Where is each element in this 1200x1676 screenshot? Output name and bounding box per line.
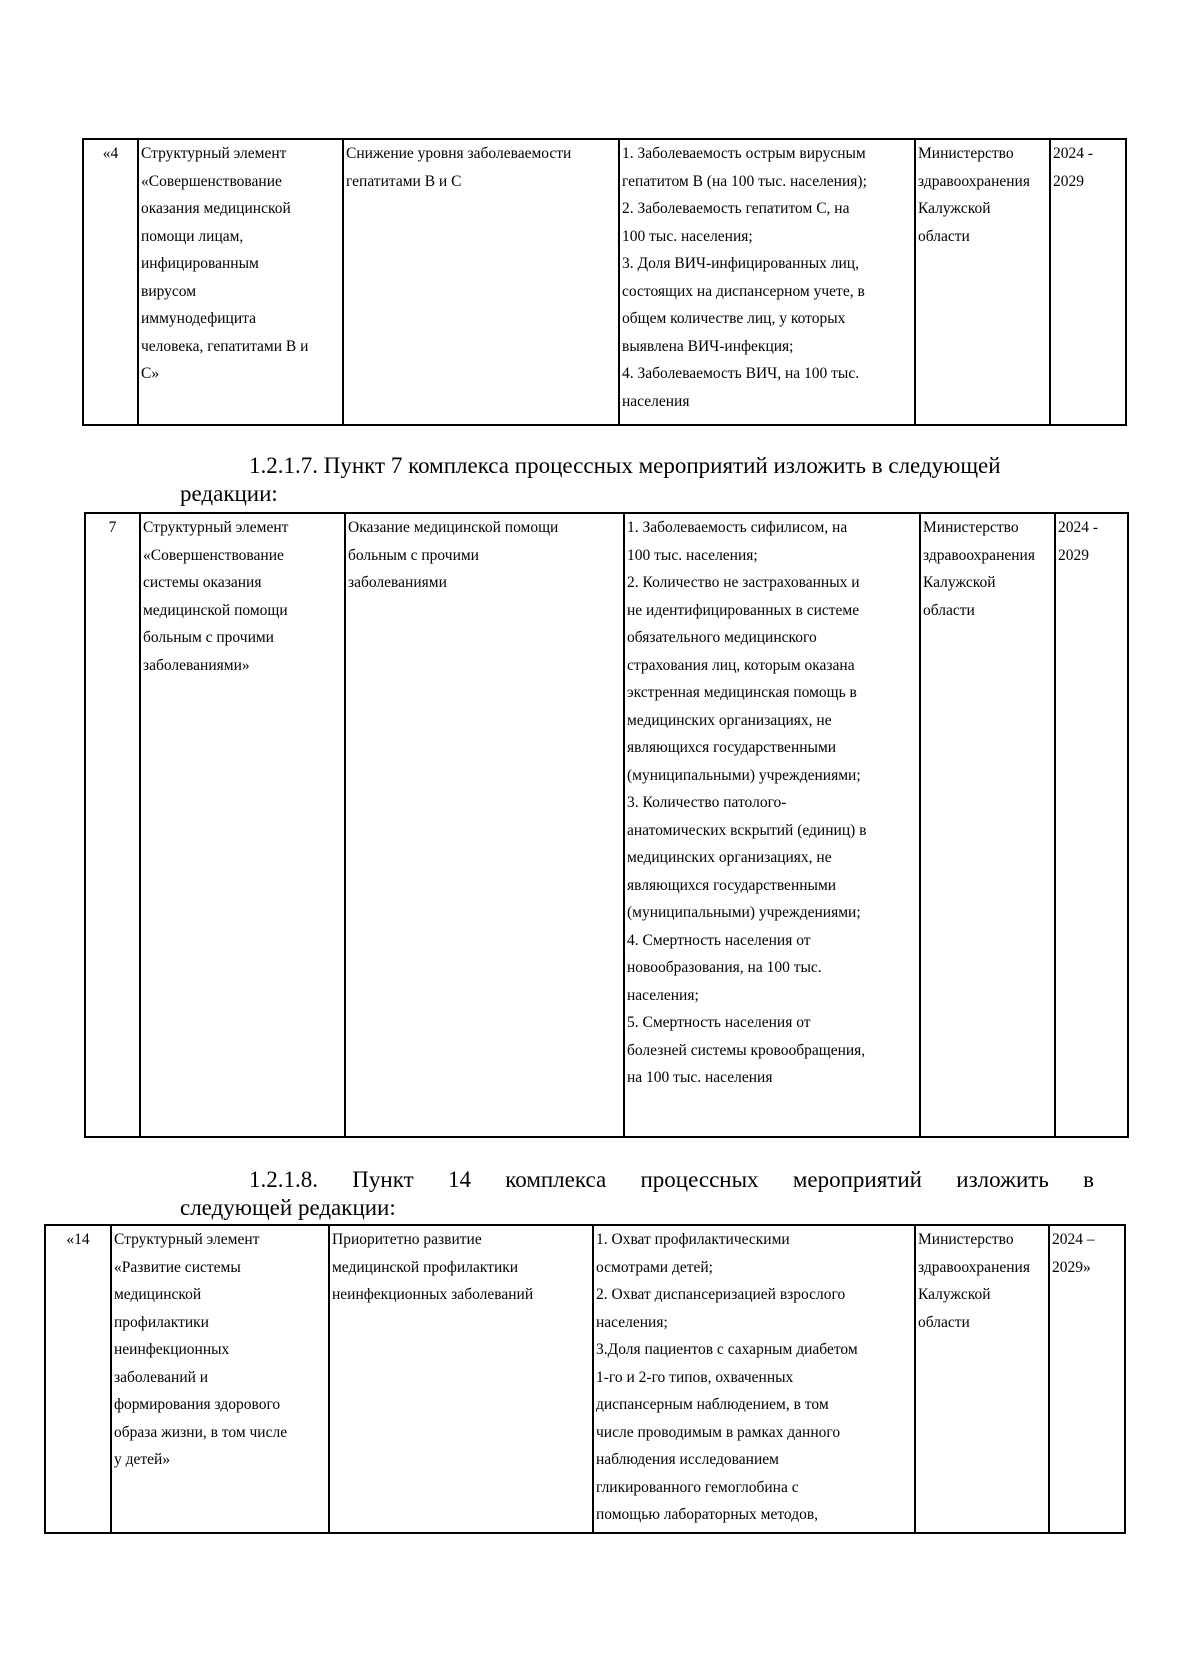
structural-element-cell: Структурный элемент «Совершенствование оказания медицинской помощи лицам, инфицированным вирусом иммунодефицита человека, гепатитами В и С» bbox=[138, 139, 343, 425]
table-row bbox=[83, 139, 1126, 425]
period-cell: 2024 – 2029» bbox=[1049, 1225, 1125, 1533]
structural-element-cell: Структурный элемент «Совершенствование системы оказания медицинской помощи больным с прочими заболеваниями» bbox=[140, 513, 345, 1137]
task-cell: Приоритетно развитие медицинской профилактики неинфекционных заболеваний bbox=[329, 1225, 593, 1533]
row-number: «14 bbox=[45, 1225, 111, 1533]
period-cell: 2024 - 2029 bbox=[1055, 513, 1128, 1137]
table-row bbox=[85, 513, 1128, 1137]
task-cell: Оказание медицинской помощи больным с прочими заболеваниями bbox=[345, 513, 624, 1137]
table-item-4 bbox=[82, 138, 1127, 426]
indicators-cell: 1. Охват профилактическими осмотрами детей; 2. Охват диспансеризацией взрослого населения; 3.Доля пациентов с сахарным диабетом 1-го и 2-го типов, охваченных диспансерным наблюдением, в том числе проводимым в рамках данного наблюдения исследованием гликированного гемоглобина с помощью лабораторных методов, bbox=[593, 1225, 915, 1533]
paragraph-1-2-1-8 bbox=[84, 1166, 1094, 1222]
responsible-cell: Министерство здравоохранения Калужской области bbox=[920, 513, 1055, 1137]
paragraph-line: следующей редакции: bbox=[180, 1195, 396, 1220]
responsible-cell: Министерство здравоохранения Калужской области bbox=[915, 1225, 1049, 1533]
table-row bbox=[45, 1225, 1125, 1533]
table-item-7 bbox=[84, 512, 1129, 1138]
paragraph-line: 1.2.1.8. Пункт 14 комплекса процессных мероприятий изложить в bbox=[249, 1167, 1094, 1192]
responsible-cell: Министерство здравоохранения Калужской области bbox=[915, 139, 1050, 425]
paragraph-1-2-1-7 bbox=[84, 452, 1094, 508]
task-cell: Снижение уровня заболеваемости гепатитами В и С bbox=[343, 139, 619, 425]
structural-element-cell: Структурный элемент «Развитие системы медицинской профилактики неинфекционных заболеваний и формирования здорового образа жизни, в том числе у детей» bbox=[111, 1225, 329, 1533]
indicators-cell: 1. Заболеваемость острым вирусным гепатитом В (на 100 тыс. населения); 2. Заболеваемость гепатитом С, на 100 тыс. населения; 3. Доля ВИЧ-инфицированных лиц, состоящих на диспансерном учете, в общем количестве лиц, у которых выявлена ВИЧ-инфекция; 4. Заболеваемость ВИЧ, на 100 тыс. населения bbox=[619, 139, 915, 425]
period-cell: 2024 - 2029 bbox=[1050, 139, 1126, 425]
paragraph-line: редакции: bbox=[180, 481, 278, 506]
row-number: «4 bbox=[83, 139, 138, 425]
paragraph-line: 1.2.1.7. Пункт 7 комплекса процессных мероприятий изложить в следующей bbox=[249, 453, 1001, 478]
indicators-cell: 1. Заболеваемость сифилисом, на 100 тыс. населения; 2. Количество не застрахованных и не идентифицированных в системе обязательного медицинского страхования лиц, которым оказана экстренная медицинская помощь в медицинских организациях, не являющихся государственными (муниципальными) учреждениями; 3. Количество патолого- анатомических вскрытий (единиц) в медицинских организациях, не являющихся государственными (муниципальными) учреждениями; 4. Смертность населения от новообразования, на 100 тыс. населения; 5. Смертность населения от болезней системы кровообращения, на 100 тыс. населения bbox=[624, 513, 920, 1137]
table-item-14 bbox=[44, 1224, 1126, 1534]
row-number: 7 bbox=[85, 513, 140, 1137]
